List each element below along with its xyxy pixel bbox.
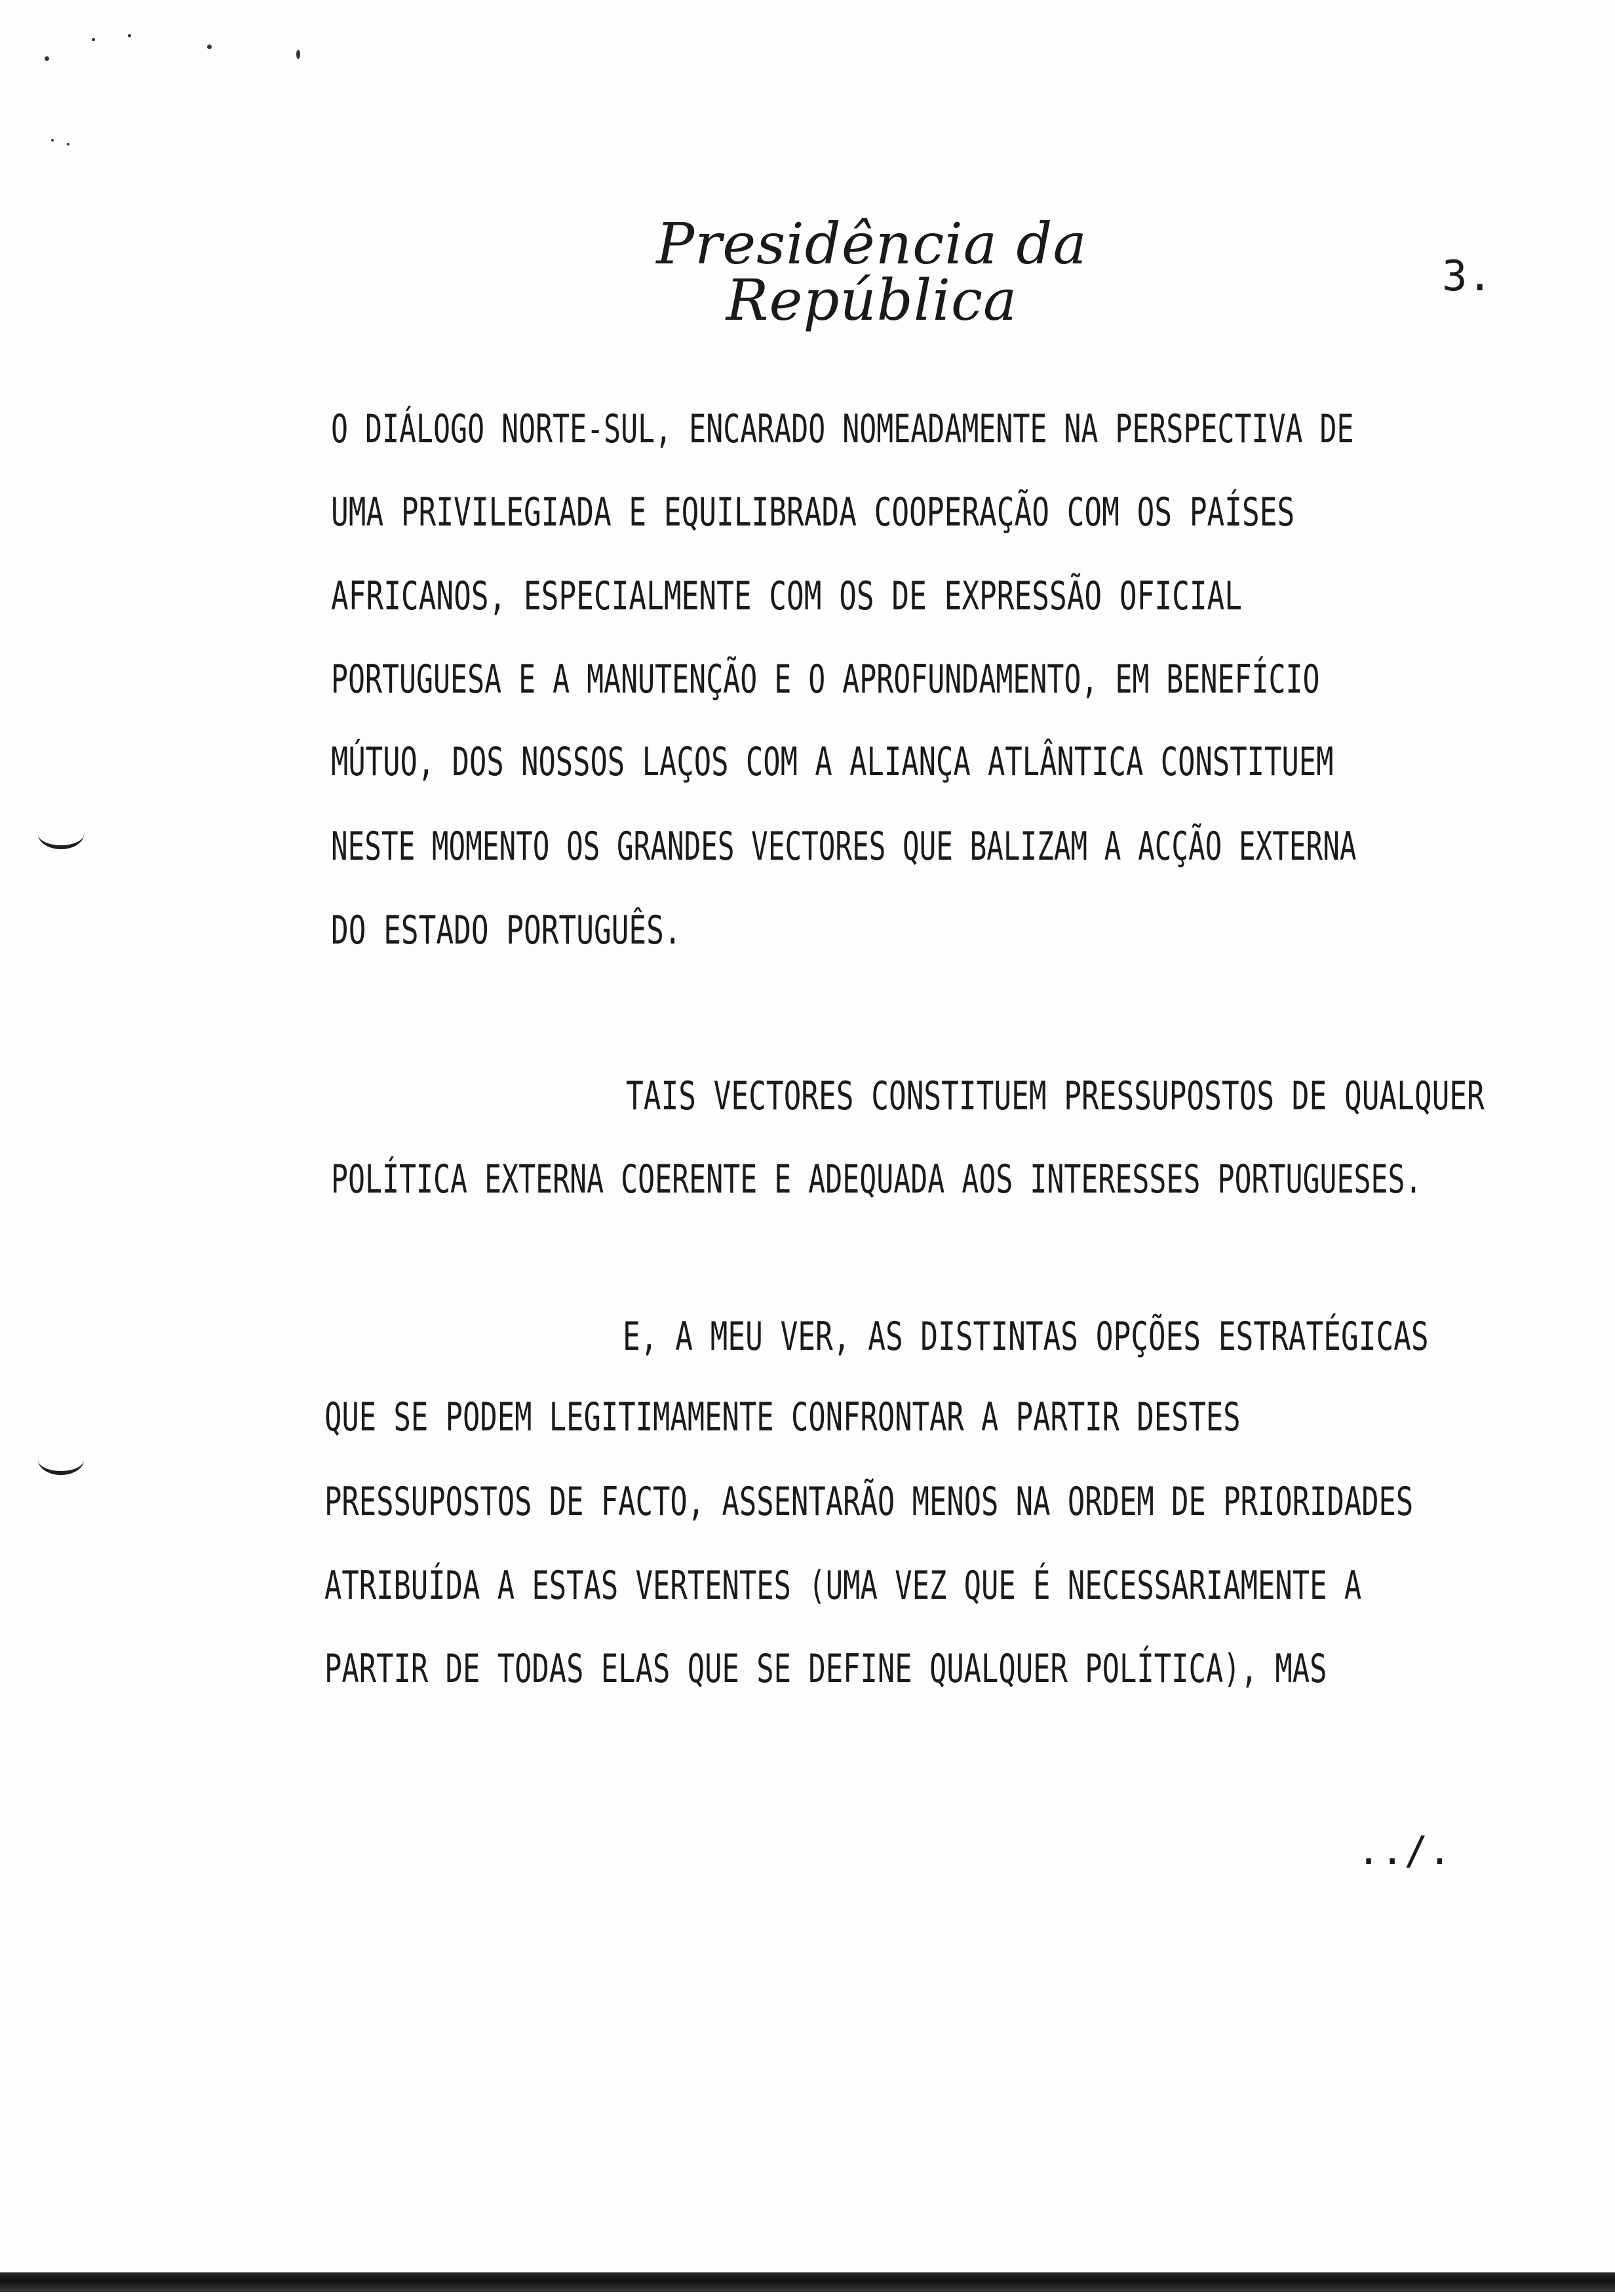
punch-mark xyxy=(38,1445,84,1475)
paragraph-3-line-5: PARTIR DE TODAS ELAS QUE SE DEFINE QUALQUER POLÍTICA), MAS xyxy=(324,1646,1327,1692)
scan-speck xyxy=(296,50,300,59)
punch-mark xyxy=(38,819,84,849)
paragraph-1-line-3: AFRICANOS, ESPECIALMENTE COM OS DE EXPRESSÃO OFICIAL xyxy=(331,573,1243,619)
scan-speck xyxy=(92,38,95,41)
paragraph-3-line-2: QUE SE PODEM LEGITIMAMENTE CONFRONTAR A PARTIR DESTES xyxy=(324,1394,1241,1440)
scan-speck xyxy=(67,143,69,145)
scan-speck xyxy=(207,45,212,49)
paragraph-3-line-4: ATRIBUÍDA A ESTAS VERTENTES (UMA VEZ QUE É NECESSARIAMENTE A xyxy=(324,1563,1362,1609)
scan-bottom-edge xyxy=(0,2272,1615,2292)
paragraph-2-line-2: POLÍTICA EXTERNA COERENTE E ADEQUADA AOS INTERESSES PORTUGUESES. xyxy=(331,1157,1422,1202)
paragraph-1-line-7: DO ESTADO PORTUGUÊS. xyxy=(331,908,682,953)
page-number: 3. xyxy=(1442,252,1493,301)
paragraph-1-line-1: O DIÁLOGO NORTE-SUL, ENCARADO NOMEADAMENTE NA PERSPECTIVA DE xyxy=(331,406,1354,452)
paragraph-1-line-5: MÚTUO, DOS NOSSOS LAÇOS COM A ALIANÇA ATLÂNTICA CONSTITUEM xyxy=(331,739,1334,785)
paragraph-1-line-2: UMA PRIVILEGIADA E EQUILIBRADA COOPERAÇÃO COM OS PAÍSES xyxy=(331,489,1295,535)
paragraph-2-line-1: TAIS VECTORES CONSTITUEM PRESSUPOSTOS DE QUALQUER xyxy=(626,1073,1485,1119)
letterhead-title: Presidência da República xyxy=(656,212,1087,334)
scan-speck xyxy=(51,139,54,142)
paragraph-3-line-3: PRESSUPOSTOS DE FACTO, ASSENTARÃO MENOS NA ORDEM DE PRIORIDADES xyxy=(324,1479,1414,1525)
paragraph-3-line-1: E, A MEU VER, AS DISTINTAS OPÇÕES ESTRATÉGICAS xyxy=(623,1314,1429,1360)
scan-speck xyxy=(45,56,49,61)
continuation-mark: ../. xyxy=(1357,1828,1452,1874)
paragraph-1-line-6: NESTE MOMENTO OS GRANDES VECTORES QUE BALIZAM A ACÇÃO EXTERNA xyxy=(331,824,1357,870)
paragraph-1-line-4: PORTUGUESA E A MANUTENÇÃO E O APROFUNDAMENTO, EM BENEFÍCIO xyxy=(331,657,1320,702)
scan-speck xyxy=(128,34,131,37)
